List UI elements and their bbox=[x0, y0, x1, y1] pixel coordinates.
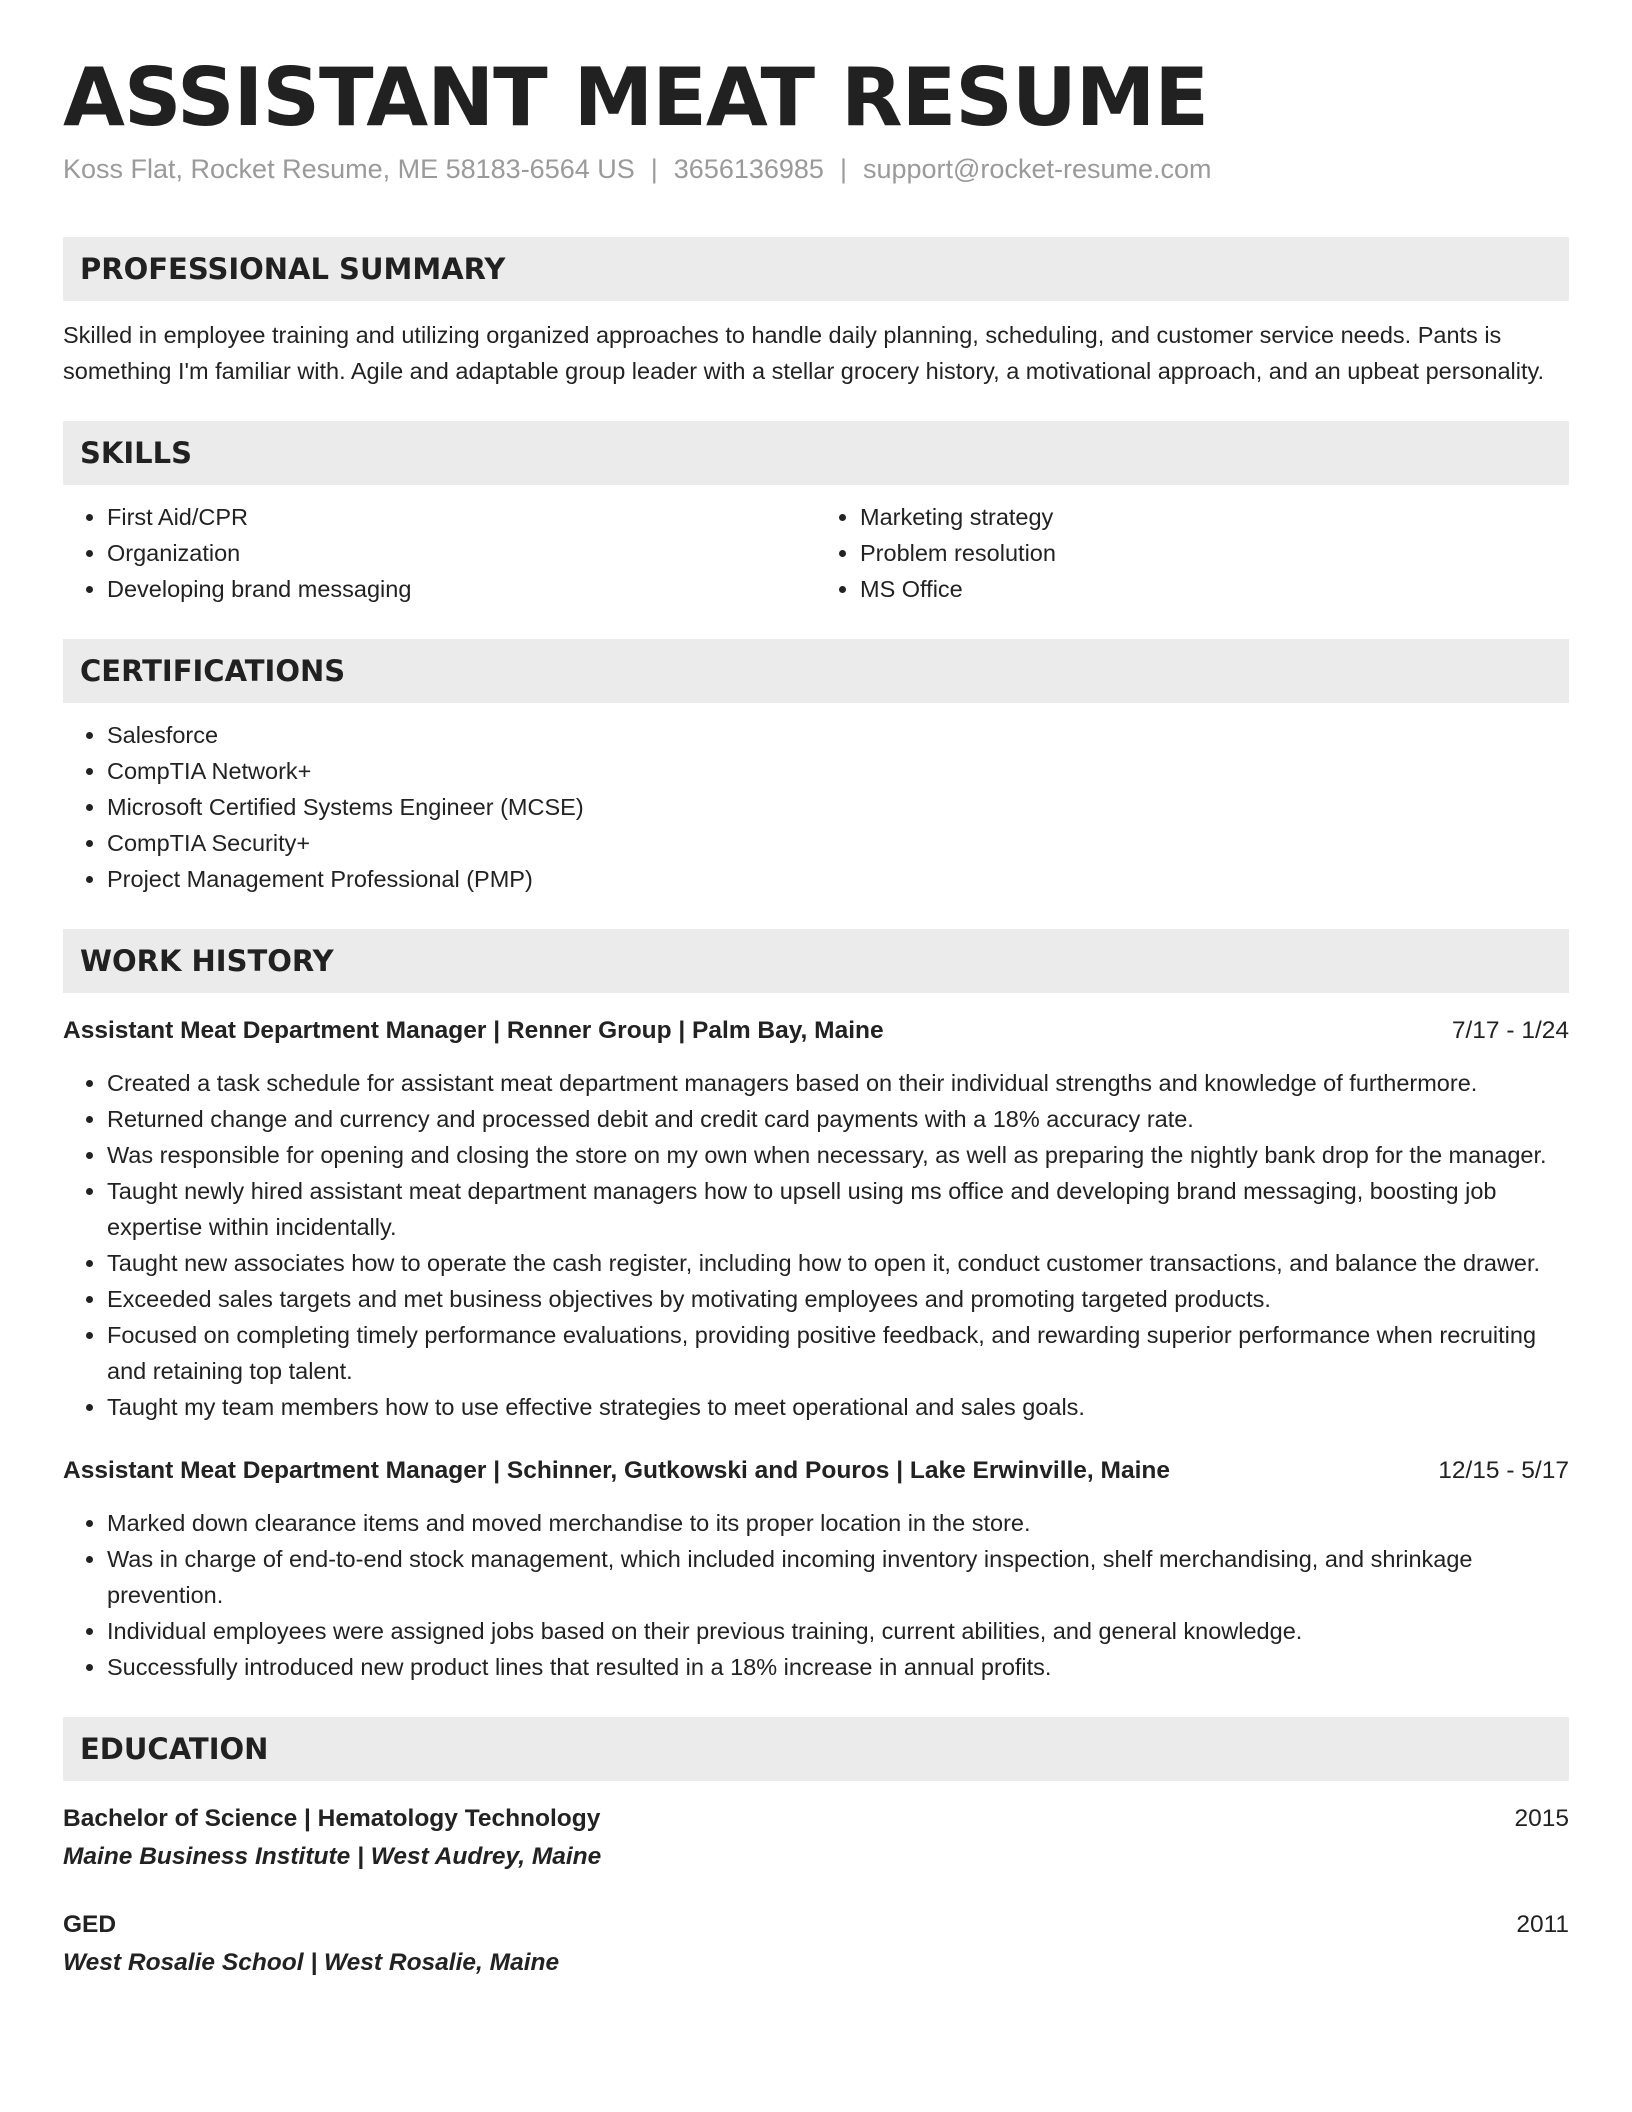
job-title: Assistant Meat Department Manager | Renner Group | Palm Bay, Maine bbox=[63, 1017, 884, 1044]
skill-item: • Problem resolution bbox=[860, 535, 1569, 571]
certification-item: • Project Management Professional (PMP) bbox=[107, 861, 1569, 897]
certification-item: • Salesforce bbox=[107, 717, 1569, 753]
job-duty: • Individual employees were assigned jobs based on their previous training, current abilities, and general knowledge. bbox=[107, 1613, 1569, 1649]
certification-item: • CompTIA Security+ bbox=[107, 825, 1569, 861]
certification-item: • CompTIA Network+ bbox=[107, 753, 1569, 789]
certification-item: • Microsoft Certified Systems Engineer (MCSE) bbox=[107, 789, 1569, 825]
graduation-year: 2015 bbox=[1514, 1805, 1569, 1832]
education-entry bbox=[63, 1801, 1569, 1877]
job-dates: 12/15 - 5/17 bbox=[1438, 1457, 1569, 1484]
skill-item: • First Aid/CPR bbox=[107, 499, 816, 535]
resume-title: ASSISTANT MEAT RESUME bbox=[63, 51, 1209, 144]
job-title: Assistant Meat Department Manager | Schinner, Gutkowski and Pouros | Lake Erwinville, Maine bbox=[63, 1457, 1170, 1484]
job-duty: • Was in charge of end-to-end stock management, which included incoming inventory inspection, shelf merchandising, and shrinkage prevention. bbox=[107, 1541, 1569, 1613]
address: Koss Flat, Rocket Resume, ME 58183-6564 US bbox=[63, 154, 635, 184]
job-heading-row bbox=[63, 1013, 1569, 1049]
skills-column-right bbox=[816, 499, 1569, 607]
job-heading-row bbox=[63, 1453, 1569, 1489]
degree: GED bbox=[63, 1911, 117, 1938]
skills-list bbox=[63, 485, 1569, 607]
school: West Rosalie School | West Rosalie, Maine bbox=[63, 1949, 560, 1976]
job-duties bbox=[63, 1505, 1569, 1685]
skill-item: • Marketing strategy bbox=[860, 499, 1569, 535]
job-duty: • Focused on completing timely performance evaluations, providing positive feedback, and rewarding superior performance when recruiting and retaining top talent. bbox=[107, 1317, 1569, 1389]
contact-separator: | bbox=[839, 154, 847, 184]
section-header-education: EDUCATION bbox=[63, 1717, 1569, 1781]
graduation-year: 2011 bbox=[1516, 1911, 1569, 1938]
summary-text: Skilled in employee training and utilizing organized approaches to handle daily planning, scheduling, and customer service needs. Pants is something I'm familiar with. Agile and adaptable group leader with a stellar grocery history, a motivational approach, and an upbeat personality. bbox=[63, 322, 1545, 384]
job-duty: • Taught my team members how to use effective strategies to meet operational and sales goals. bbox=[107, 1389, 1569, 1425]
job-dates: 7/17 - 1/24 bbox=[1451, 1017, 1569, 1044]
degree: Bachelor of Science | Hematology Technology bbox=[63, 1805, 601, 1832]
skill-item: • MS Office bbox=[860, 571, 1569, 607]
section-header-skills: SKILLS bbox=[63, 421, 1569, 485]
skill-item: • Developing brand messaging bbox=[107, 571, 816, 607]
job-entry bbox=[63, 1013, 1569, 1425]
section-header-summary: PROFESSIONAL SUMMARY bbox=[63, 237, 1569, 301]
education-heading-row bbox=[63, 1907, 1569, 1943]
email: support@rocket-resume.com bbox=[862, 154, 1212, 184]
phone: 3656136985 bbox=[673, 154, 824, 184]
contact-line bbox=[63, 154, 1569, 185]
job-duty: • Taught newly hired assistant meat department managers how to upsell using ms office and developing brand messaging, boosting job expertise within incidentally. bbox=[107, 1173, 1569, 1245]
section-header-certifications: CERTIFICATIONS bbox=[63, 639, 1569, 703]
school: Maine Business Institute | West Audrey, Maine bbox=[63, 1843, 602, 1870]
contact-separator: | bbox=[650, 154, 658, 184]
job-duties bbox=[63, 1065, 1569, 1425]
job-duty: • Created a task schedule for assistant meat department managers based on their individual strengths and knowledge of furthermore. bbox=[107, 1065, 1569, 1101]
job-duty: • Was responsible for opening and closing the store on my own when necessary, as well as preparing the nightly bank drop for the manager. bbox=[107, 1137, 1569, 1173]
skills-column-left bbox=[63, 499, 816, 607]
section-header-work-history: WORK HISTORY bbox=[63, 929, 1569, 993]
job-duty: • Exceeded sales targets and met business objectives by motivating employees and promoting targeted products. bbox=[107, 1281, 1569, 1317]
job-duty: • Taught new associates how to operate the cash register, including how to open it, conduct customer transactions, and balance the drawer. bbox=[107, 1245, 1569, 1281]
certifications-list bbox=[63, 717, 1569, 897]
education-entry bbox=[63, 1907, 1569, 1983]
job-duty: • Successfully introduced new product lines that resulted in a 18% increase in annual profits. bbox=[107, 1649, 1569, 1685]
job-duty: • Marked down clearance items and moved merchandise to its proper location in the store. bbox=[107, 1505, 1569, 1541]
education-heading-row bbox=[63, 1801, 1569, 1837]
skill-item: • Organization bbox=[107, 535, 816, 571]
job-entry bbox=[63, 1453, 1569, 1685]
job-duty: • Returned change and currency and processed debit and credit card payments with a 18% accuracy rate. bbox=[107, 1101, 1569, 1137]
